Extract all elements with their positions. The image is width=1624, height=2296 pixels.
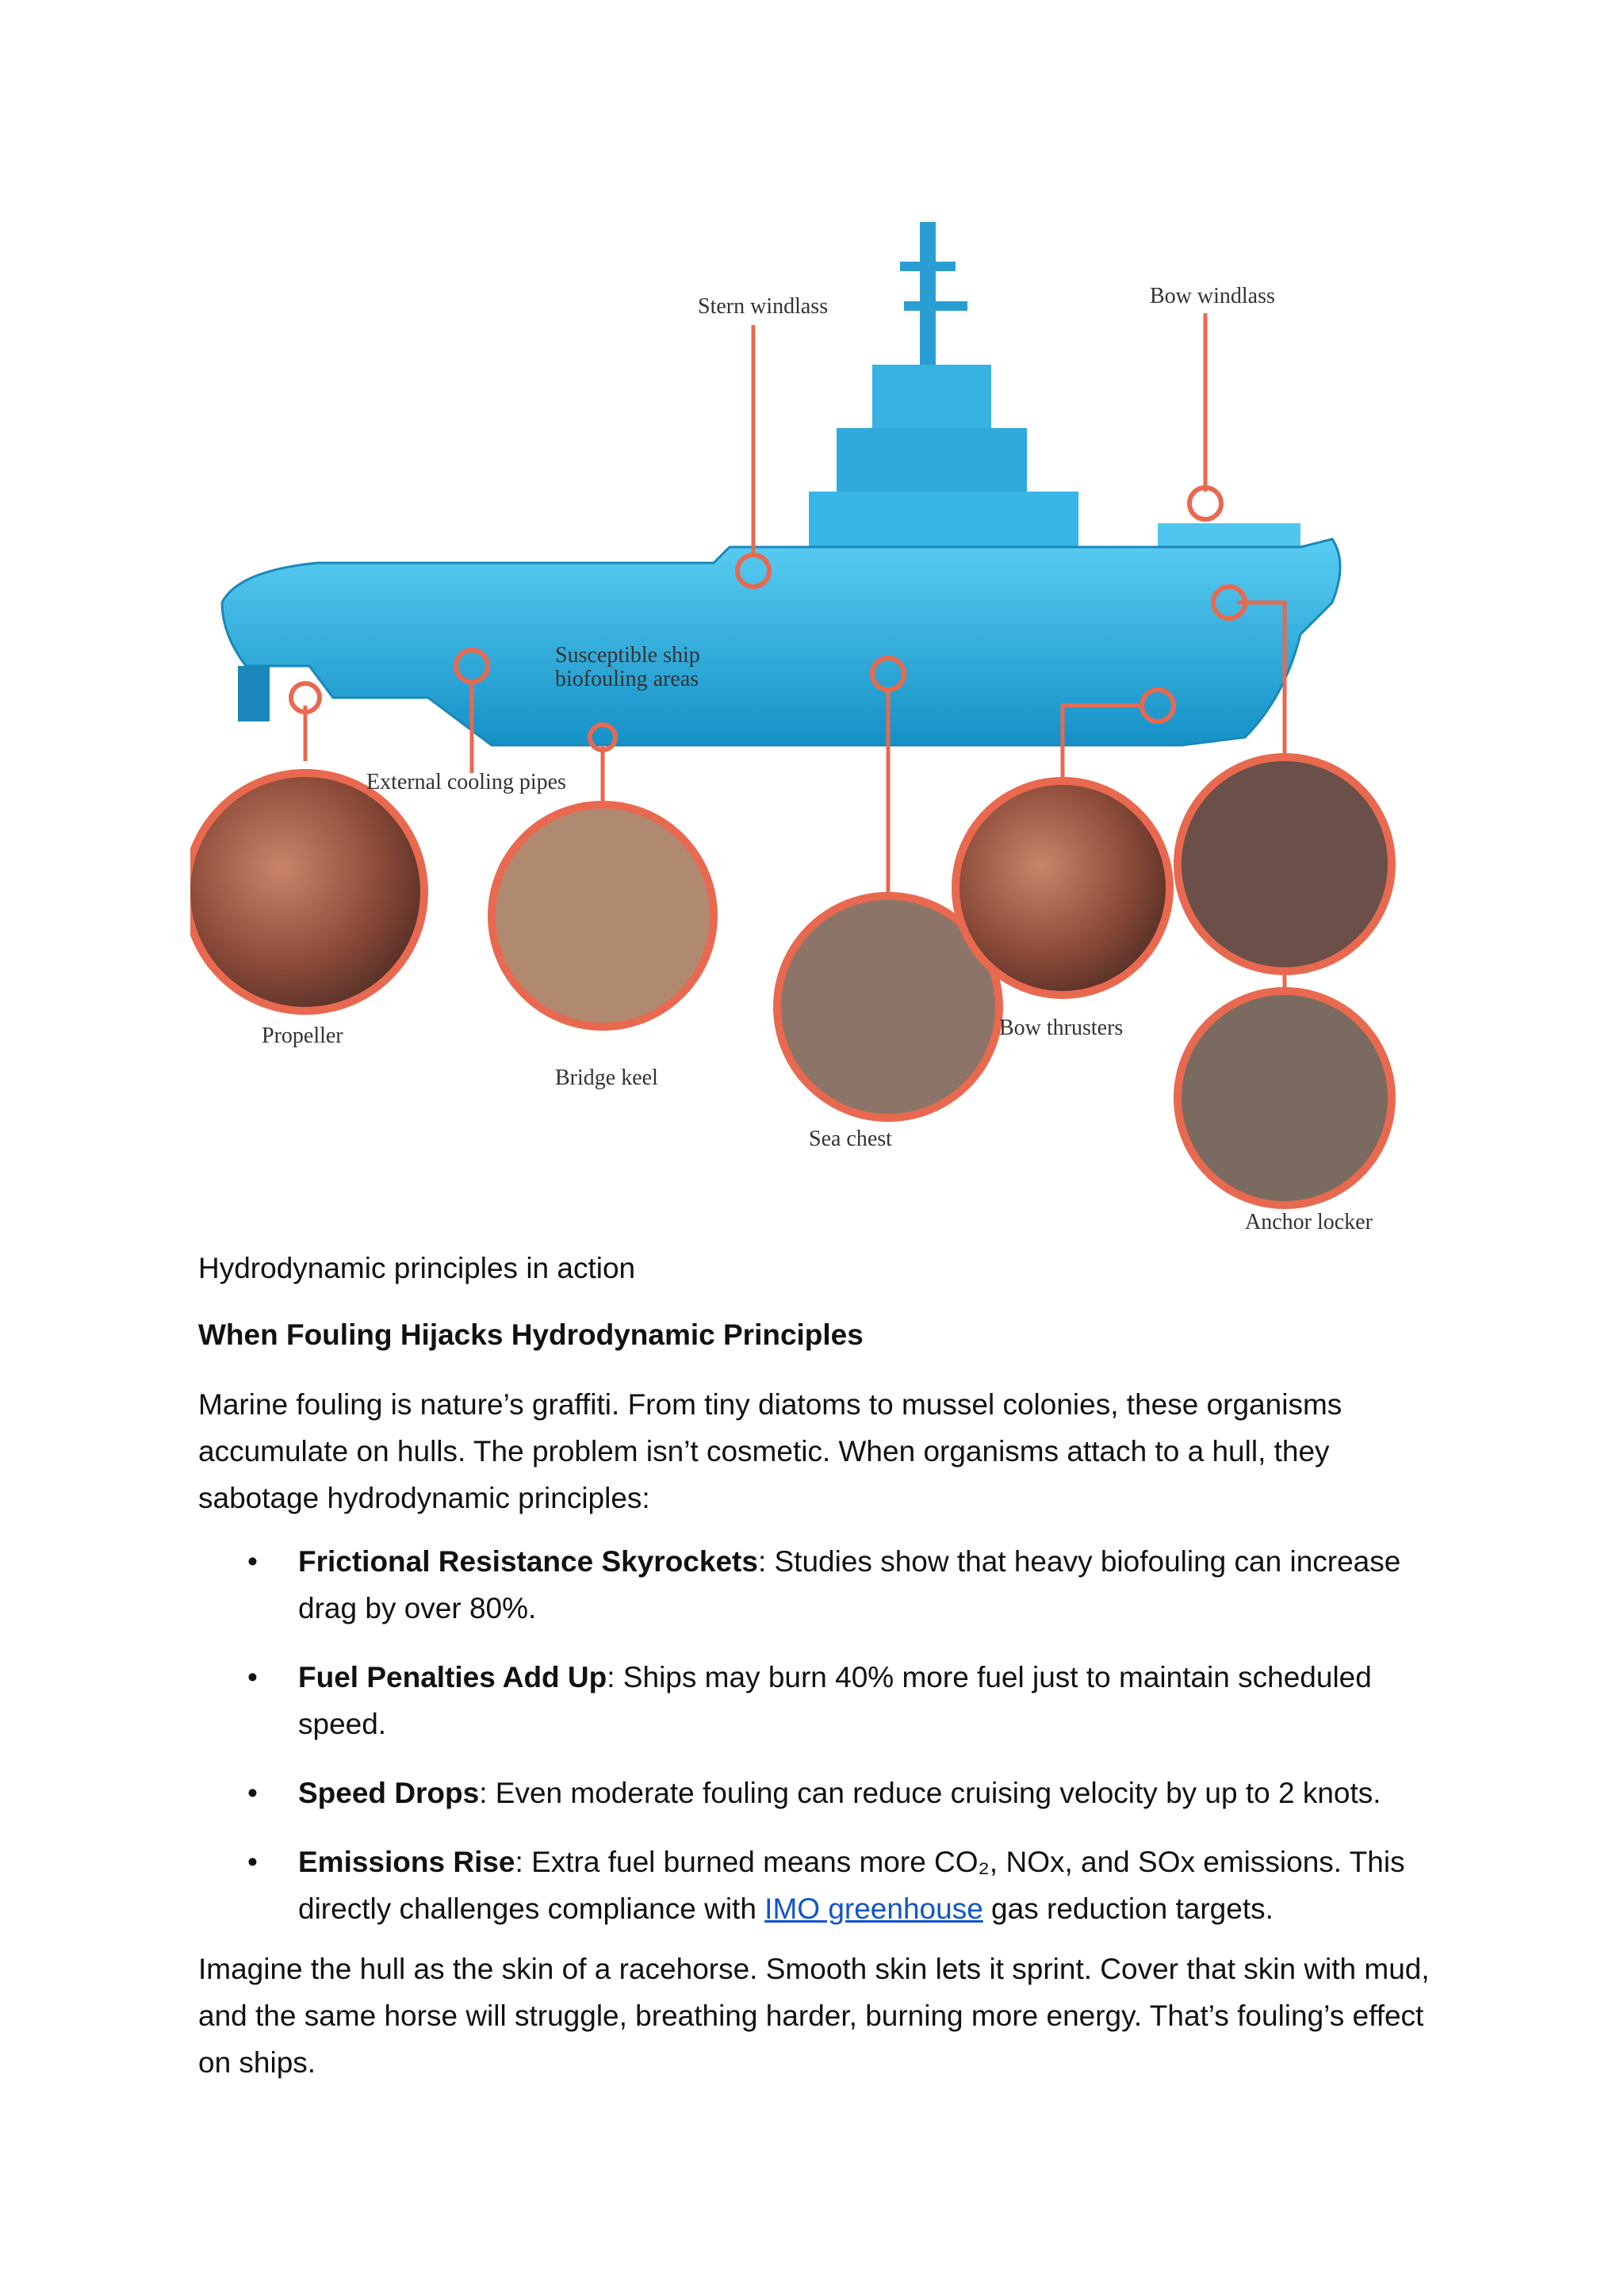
anchor-chain-photo: [1178, 757, 1392, 971]
bullet-text: : Even moderate fouling can reduce cruising velocity by up to 2 knots.: [479, 1777, 1381, 1809]
ship-biofouling-figure: [190, 190, 1459, 1253]
label-stern-windlass: Stern windlass: [698, 294, 829, 319]
label-susceptible-1: Susceptible ship: [555, 643, 700, 668]
bridge-keel-photo: [492, 805, 714, 1027]
intro-paragraph: Marine fouling is nature’s graffiti. From tiny diatoms to mussel colonies, these organisms accumulate on hulls. The problem isn’t cosmetic. When organisms attach to a hull, they sabotage hydrodynamic principles:: [198, 1388, 1342, 1514]
label-susceptible-2: biofouling areas: [555, 667, 699, 691]
bow-thrusters-photo: [956, 781, 1170, 995]
figure-caption: Hydrodynamic principles in action: [198, 1252, 636, 1284]
label-external-cooling-pipes: External cooling pipes: [366, 770, 566, 794]
ship-superstructure: [745, 222, 1300, 603]
list-item: [198, 1839, 1435, 1932]
bullet-title: Frictional Resistance Skyrockets: [298, 1545, 758, 1578]
propeller-photo: [190, 773, 424, 1011]
rudder: [238, 666, 270, 721]
bullet-text: gas reduction targets.: [982, 1892, 1274, 1925]
section-heading: When Fouling Hijacks Hydrodynamic Principles: [198, 1318, 864, 1351]
anchor-locker-photo: [1178, 991, 1392, 1205]
imo-greenhouse-link[interactable]: IMO greenhouse: [764, 1892, 983, 1925]
list-item: [198, 1654, 1435, 1747]
bullet-text: : Extra fuel burned means more CO₂, NOx, and SOx emissions. This directly challenges compliance with: [298, 1846, 1405, 1925]
label-sea-chest: Sea chest: [809, 1127, 892, 1151]
list-item: [198, 1770, 1435, 1816]
bullet-title: Fuel Penalties Add Up: [298, 1661, 607, 1693]
label-propeller: Propeller: [262, 1024, 343, 1048]
bullet-text: : Ships may burn 40% more fuel just to maintain scheduled speed.: [298, 1661, 1372, 1740]
bullet-title: Emissions Rise: [298, 1846, 515, 1878]
bullet-title: Speed Drops: [298, 1777, 480, 1809]
label-bridge-keel: Bridge keel: [555, 1066, 658, 1090]
photo-circles: [190, 757, 1392, 1205]
effects-list: [198, 1538, 1435, 1954]
closing-paragraph: Imagine the hull as the skin of a racehorse. Smooth skin lets it sprint. Cover that skin with mud, and the same horse will struggle, breathing harder, burning more energy. That’s fouling’s effect on ships.: [198, 1953, 1430, 2079]
label-anchor-locker: Anchor locker: [1245, 1210, 1373, 1234]
label-bow-windlass: Bow windlass: [1150, 284, 1275, 308]
label-bow-thrusters: Bow thrusters: [999, 1016, 1124, 1040]
list-item: [198, 1538, 1435, 1632]
bullet-text: : Studies show that heavy biofouling can increase drag by over 80%.: [298, 1545, 1401, 1624]
